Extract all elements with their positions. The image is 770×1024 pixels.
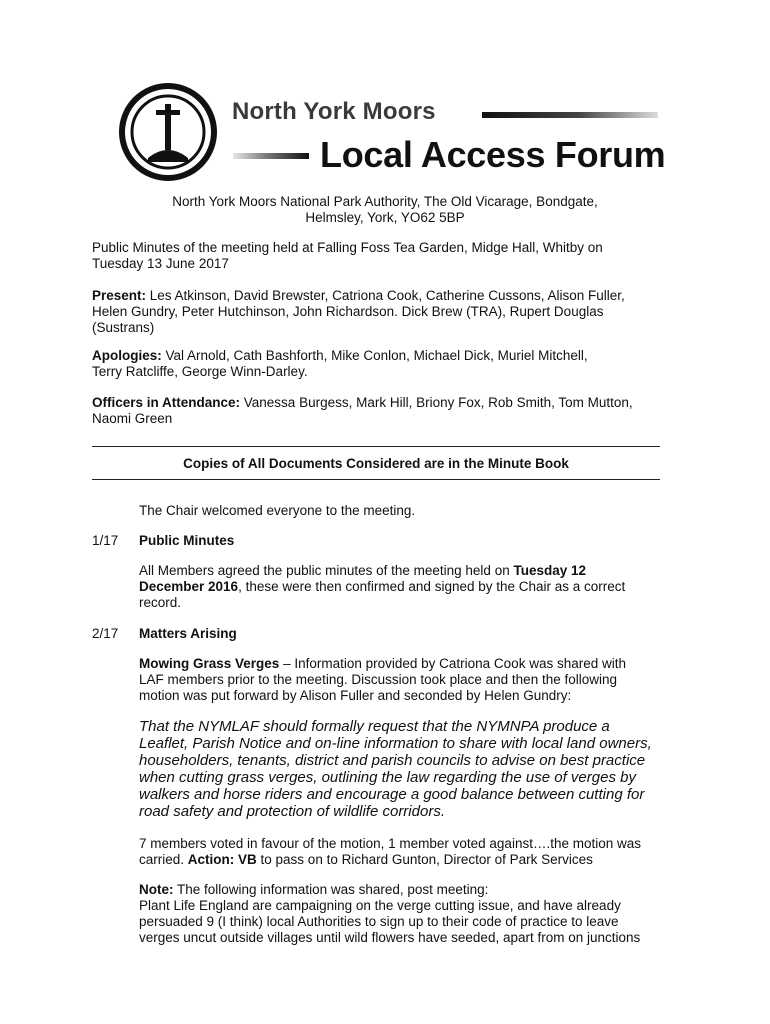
vote-line1: 7 members voted in favour of the motion, 1 member voted against….the motion was [139,836,641,851]
officers-line2: Naomi Green [92,411,173,426]
apologies-paragraph [92,348,672,380]
present-line1: Les Atkinson, David Brewster, Catriona Cook, Catherine Cussons, Alison Fuller, [146,288,625,303]
present-line3: (Sustrans) [92,320,155,335]
motion-text [139,718,679,820]
officers-paragraph [92,395,672,427]
address-line1: North York Moors National Park Authority, The Old Vicarage, Bondgate, [172,194,598,209]
item1-date-part2: December 2016 [139,579,239,594]
item1-line3: record. [139,595,182,610]
brand-title-line1: North York Moors [232,98,436,125]
documents-notice: Copies of All Documents Considered are in the Minute Book [183,456,569,471]
item2-sub-line1: – Information provided by Catriona Cook was shared with [279,656,626,671]
vote-line2-pre: carried. [139,852,188,867]
national-park-cross-logo-icon [118,82,218,182]
divider-bottom [92,479,660,480]
present-label: Present: [92,288,147,303]
present-paragraph [92,288,672,336]
brand-gradient-bar-bottom [233,153,309,159]
note-line4: verges uncut outside villages until wild flowers have seeded, apart from on junctions [139,930,641,945]
item2-sub-title: Mowing Grass Verges [139,656,280,671]
item2-title: Matters Arising [139,626,237,641]
apologies-line2: Terry Ratcliffe, George Winn-Darley. [92,364,308,379]
item2-subsection [139,656,674,704]
item2-sub-line3: motion was put forward by Alison Fuller and seconded by Helen Gundry: [139,688,572,703]
note-line3: persuaded 9 (I think) local Authorities to sign up to their code of practice to leave [139,914,619,929]
item1-line2: , these were then confirmed and signed by the Chair as a correct [238,579,626,594]
note-label: Note: [139,882,174,897]
motion-line: householders, tenants, district and parish councils to advise on best practice [139,752,646,769]
intro-line2: Tuesday 13 June 2017 [92,256,229,271]
motion-line: walkers and horse riders and encourage a good balance between cutting for [139,786,645,803]
present-line2: Helen Gundry, Peter Hutchinson, John Richardson. Dick Brew (TRA), Rupert Douglas [92,304,604,319]
brand-title-line2: Local Access Forum [320,134,666,175]
welcome-text: The Chair welcomed everyone to the meeting. [139,503,416,518]
note-line2: Plant Life England are campaigning on the verge cutting issue, and have already [139,898,621,913]
officers-label: Officers in Attendance: [92,395,241,410]
item1-title: Public Minutes [139,533,235,548]
item1-line1: All Members agreed the public minutes of the meeting held on [139,563,514,578]
item2-number: 2/17 [92,626,119,641]
item2-sub-line2: LAF members prior to the meeting. Discussion took place and then the following [139,672,617,687]
item1-date-part1: Tuesday 12 [513,563,587,578]
item1-body [139,563,674,611]
address-line2: Helmsley, York, YO62 5BP [305,210,465,225]
motion-line: when cutting grass verges, outlining the law regarding the use of verges by [139,769,636,786]
brand-gradient-bar-top [482,112,658,118]
address [92,194,678,226]
divider-top [92,446,660,447]
apologies-label: Apologies: [92,348,162,363]
apologies-line1: Val Arnold, Cath Bashforth, Mike Conlon, Michael Dick, Muriel Mitchell, [161,348,588,363]
vote-line2-post: to pass on to Richard Gunton, Director of Park Services [256,852,593,867]
motion-line: Leaflet, Parish Notice and on-line information to share with local land owners, [139,735,652,752]
vote-action: Action: VB [187,852,257,867]
motion-line: road safety and protection of wildlife corridors. [139,803,445,820]
vote-result [139,836,674,868]
post-meeting-note [139,882,674,946]
officers-line1: Vanessa Burgess, Mark Hill, Briony Fox, Rob Smith, Tom Mutton, [240,395,633,410]
intro-paragraph [92,240,672,272]
note-line1: The following information was shared, post meeting: [173,882,489,897]
item1-number: 1/17 [92,533,119,548]
intro-line1: Public Minutes of the meeting held at Falling Foss Tea Garden, Midge Hall, Whitby on [92,240,603,255]
motion-line: That the NYMLAF should formally request that the NYMNPA produce a [139,718,610,735]
